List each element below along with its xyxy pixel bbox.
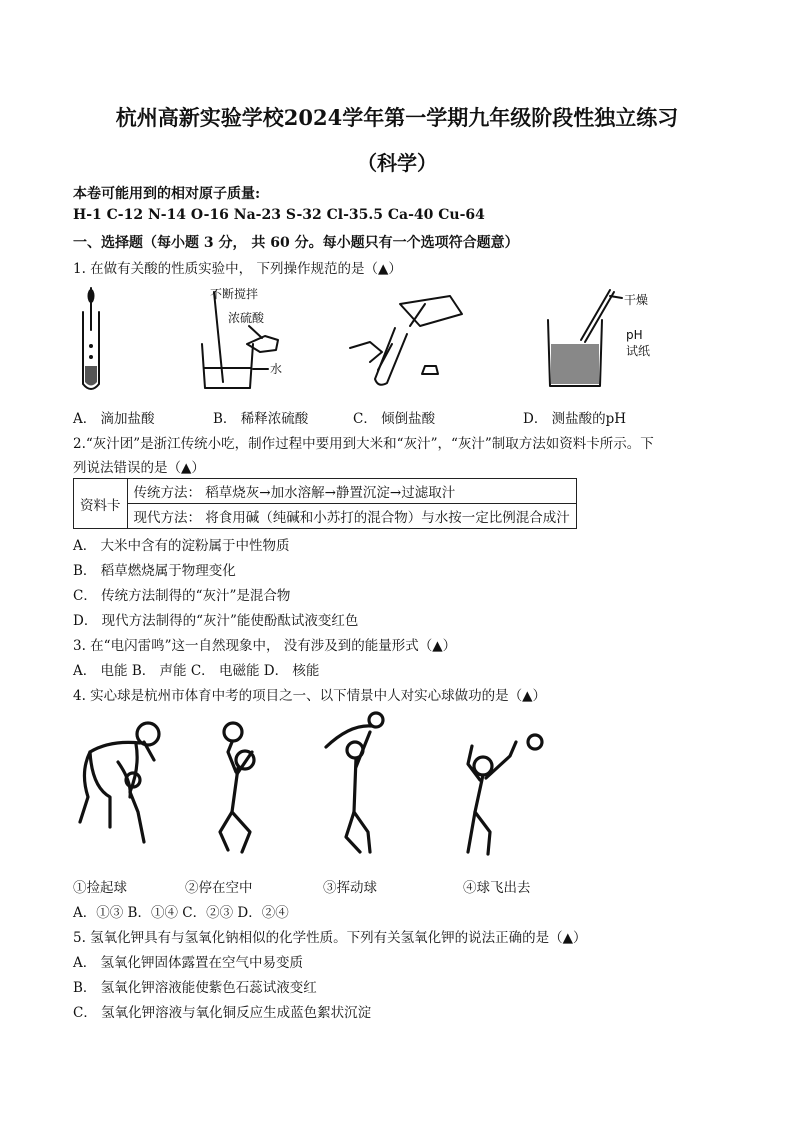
- ph-label: pH: [626, 328, 643, 342]
- q1-option-d: D． 测盐酸的pH: [523, 411, 627, 427]
- q1-option-c: C． 倾倒盐酸: [353, 411, 436, 427]
- q1-option-a: A． 滴加盐酸: [73, 411, 155, 427]
- q3-options: A． 电能 B． 声能 C． 电磁能 D． 核能: [73, 663, 320, 679]
- q2-option-d: D． 现代方法制得的“灰汁”能使酚酞试液变红色: [73, 613, 359, 629]
- q4-figures: [70, 712, 570, 872]
- figure-a-dropping: [83, 288, 99, 389]
- q4-options: A．①③ B．①④ C．②③ D．②④: [73, 905, 289, 921]
- figure-d-ph-test: [548, 290, 650, 386]
- acid-label: 浓硫酸: [228, 311, 265, 325]
- figure-c-pouring: [350, 296, 462, 385]
- q1-option-b: B． 稀释浓硫酸: [213, 411, 309, 427]
- card-label: 资料卡: [74, 479, 128, 529]
- q1-figures: [70, 282, 720, 407]
- figure-b-diluting: [202, 286, 282, 388]
- q5-option-c: C． 氢氧化钾溶液与氧化铜反应生成蓝色絮状沉淀: [73, 1005, 372, 1021]
- q5-stem: 5. 氢氧化钾具有与氢氧化钠相似的化学性质。下列有关氢氧化钾的说法正确的是（▲）: [73, 930, 587, 946]
- q2-option-c: C． 传统方法制得的“灰汁”是混合物: [73, 588, 291, 604]
- dry-label: 干燥: [624, 293, 649, 307]
- section-heading: 一、选择题（每小题 3 分， 共 60 分。每小题只有一个选项符合题意）: [73, 235, 519, 251]
- q5-option-b: B． 氢氧化钾溶液能使紫色石蕊试液变红: [73, 980, 317, 996]
- atoms-heading: 本卷可能用到的相对原子质量:: [73, 186, 261, 202]
- q4-caption-4: ④球飞出去: [463, 880, 531, 896]
- figure-swing-ball: [326, 713, 383, 852]
- paper-label: 试纸: [626, 344, 651, 358]
- page-title: 杭州高新实验学校2024学年第一学期九年级阶段性独立练习: [115, 105, 679, 130]
- q2-option-a: A． 大米中含有的淀粉属于中性物质: [73, 538, 290, 554]
- q5-option-a: A． 氢氧化钾固体露置在空气中易变质: [73, 955, 304, 971]
- q3-stem: 3. 在“电闪雷鸣”这一自然现象中， 没有涉及到的能量形式（▲）: [73, 638, 457, 654]
- figure-ball-flying: [468, 735, 542, 854]
- stir-label: 不断搅拌: [210, 287, 259, 301]
- q4-caption-2: ②停在空中: [185, 880, 253, 896]
- q4-caption-3: ③挥动球: [323, 880, 377, 896]
- q4-caption-1: ①捡起球: [73, 880, 127, 896]
- subject-title: （科学）: [357, 151, 437, 175]
- q1-stem: 1. 在做有关酸的性质实验中， 下列操作规范的是（▲）: [73, 261, 402, 277]
- modern-method: 现代方法： 将食用碱（纯碱和小苏打的混合物）与水按一定比例混合成汁: [127, 504, 576, 529]
- water-label: 水: [270, 362, 283, 376]
- figure-hold-ball: [220, 723, 254, 852]
- figure-pick-up-ball: [80, 723, 159, 842]
- traditional-method: 传统方法： 稻草烧灰→加水溶解→静置沉淀→过滤取汁: [127, 479, 576, 504]
- q4-stem: 4. 实心球是杭州市体育中考的项目之一、以下情景中人对实心球做功的是（▲）: [73, 688, 547, 704]
- atoms-list: H-1 C-12 N-14 O-16 Na-23 S-32 Cl-35.5 Ca-40 Cu-64: [73, 207, 485, 223]
- q2-option-b: B． 稻草燃烧属于物理变化: [73, 563, 236, 579]
- info-card: [73, 478, 577, 529]
- q2-stem-line2: 列说法错误的是（▲）: [73, 460, 205, 476]
- q2-stem-line1: 2.“灰汁团”是浙江传统小吃，制作过程中要用到大米和“灰汁”，“灰汁”制取方法如资料卡所示。下: [73, 436, 654, 452]
